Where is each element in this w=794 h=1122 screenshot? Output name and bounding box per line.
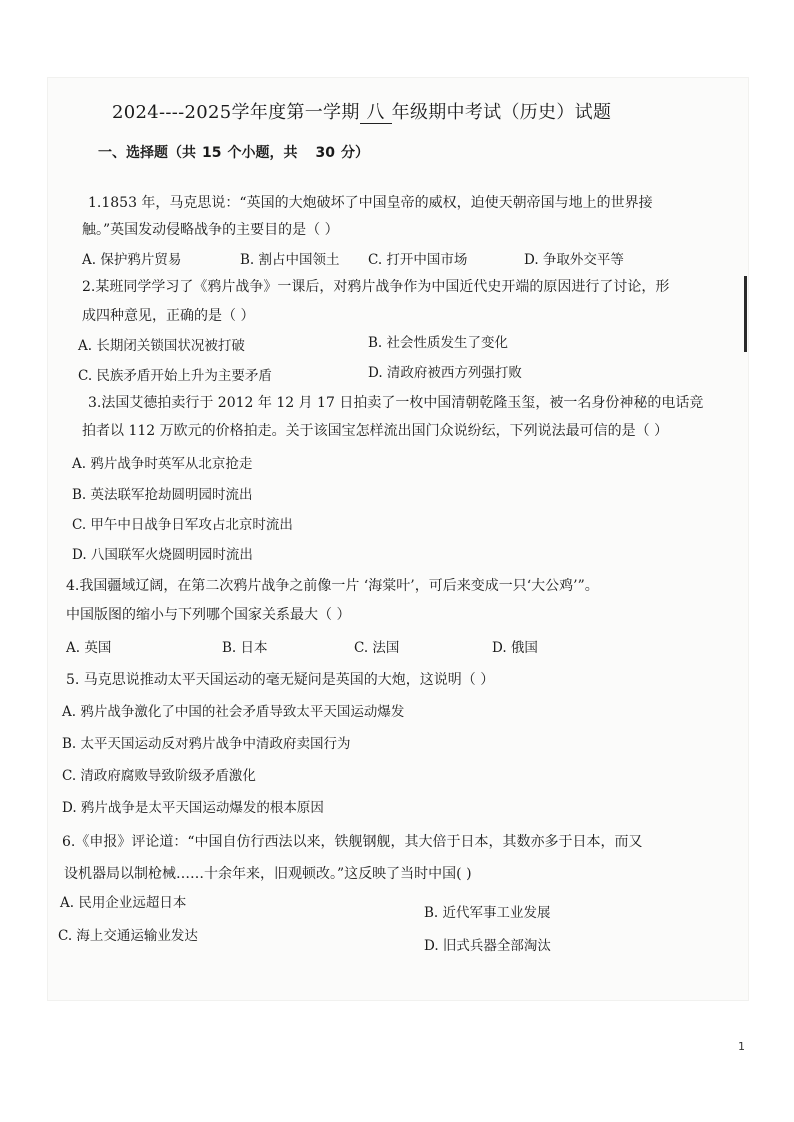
q4-option-d: D. 俄国	[492, 640, 538, 656]
q5-option-c: C. 清政府腐败导致阶级矛盾激化	[62, 768, 256, 784]
title-suffix: 年级期中考试（历史）试题	[391, 102, 612, 123]
q5-option-a: A. 鸦片战争激化了中国的社会矛盾导致太平天国运动爆发	[62, 704, 405, 720]
q2-option-a: A. 长期闭关锁国状况被打破	[78, 338, 245, 354]
q2-line-1: 2.某班同学学习了《鸦片战争》一课后，对鸦片战争作为中国近代史开端的原因进行了讨论，形	[82, 279, 670, 295]
scan-margin-mark	[744, 276, 747, 352]
exam-title	[112, 100, 611, 126]
q1-line-2: 触。”英国发动侵略战争的主要目的是（ ）	[82, 222, 339, 238]
q2-option-c: C. 民族矛盾开始上升为主要矛盾	[78, 368, 272, 384]
q4-line-1: 4.我国疆域辽阔，在第二次鸦片战争之前像一片 ‘海棠叶’，可后来变成一只‘大公鸡’”。	[66, 578, 599, 594]
q4-option-a: A. 英国	[66, 640, 112, 656]
title-prefix: 2024----2025学年度第一学期	[112, 102, 360, 123]
section-heading-a: 一、选择题（共	[98, 145, 196, 161]
question-count: 15	[202, 145, 222, 161]
q6-option-d: D. 旧式兵器全部淘汰	[424, 938, 551, 954]
q1-line-1: 1.1853 年，马克思说：“英国的大炮破坏了中国皇帝的威权，迫使天朝帝国与地上的世界接	[88, 195, 653, 211]
q6-option-a: A. 民用企业远超日本	[60, 895, 187, 911]
q4-line-2: 中国版图的缩小与下列哪个国家关系最大（ ）	[66, 607, 351, 623]
q3-line-2: 拍者以 112 万欧元的价格拍走。关于该国宝怎样流出国门众说纷纭，下列说法最可信的是（ ）	[82, 423, 669, 439]
section-heading-c: 分）	[340, 145, 369, 161]
q5-line-1: 5. 马克思说推动太平天国运动的毫无疑问是英国的大炮，这说明（ ）	[66, 672, 495, 688]
total-score: 30	[315, 145, 335, 161]
q3-option-c: C. 甲午中日战争日军攻占北京时流出	[72, 517, 293, 533]
q6-line-2: 设机器局以制枪械……十余年来，旧观顿改。”这反映了当时中国( )	[64, 866, 472, 882]
q3-option-b: B. 英法联军抢劫圆明园时流出	[72, 487, 253, 503]
q6-option-b: B. 近代军事工业发展	[424, 905, 551, 921]
q3-option-d: D. 八国联军火烧圆明园时流出	[72, 547, 253, 563]
q5-option-b: B. 太平天国运动反对鸦片战争中清政府卖国行为	[62, 736, 351, 752]
q6-line-1: 6.《申报》评论道：“中国自仿行西法以来，铁舰钢舰，其大倍于日本，其数亦多于日本，而又	[62, 834, 643, 850]
q1-option-d: D. 争取外交平等	[524, 252, 624, 268]
grade-blank: 八	[360, 103, 392, 124]
q1-option-b: B. 割占中国领土	[240, 252, 340, 268]
q3-line-1: 3.法国艾德拍卖行于 2012 年 12 月 17 日拍卖了一枚中国清朝乾隆玉玺，被一名身份神秘的电话竞	[88, 395, 704, 411]
q6-option-c: C. 海上交通运输业发达	[58, 928, 198, 944]
section-heading-b: 个小题，共	[227, 145, 298, 161]
q1-option-a: A. 保护鸦片贸易	[82, 252, 182, 268]
q4-option-c: C. 法国	[354, 640, 400, 656]
q5-option-d: D. 鸦片战争是太平天国运动爆发的根本原因	[62, 800, 324, 816]
q2-option-d: D. 清政府被西方列强打败	[368, 365, 522, 381]
q3-option-a: A. 鸦片战争时英军从北京抢走	[72, 456, 253, 472]
page-number: 1	[738, 1040, 745, 1053]
q2-option-b: B. 社会性质发生了变化	[368, 335, 509, 351]
section-heading	[98, 143, 369, 163]
q4-option-b: B. 日本	[222, 640, 268, 656]
q1-option-c: C. 打开中国市场	[368, 252, 468, 268]
q2-line-2: 成四种意见，正确的是（ ）	[82, 308, 255, 324]
